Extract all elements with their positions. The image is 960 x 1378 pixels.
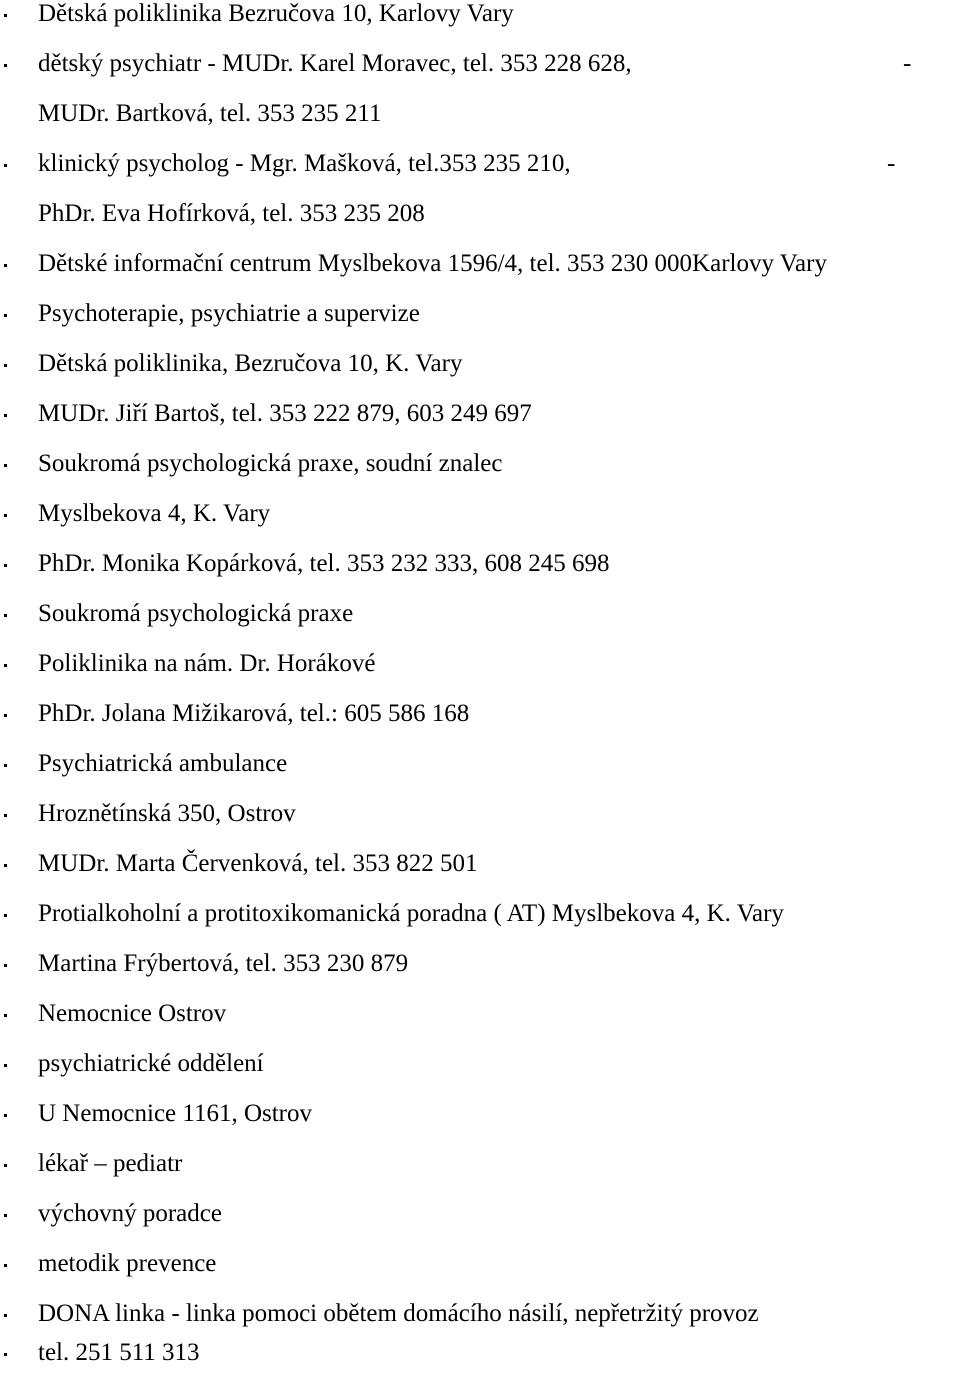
- list-item-text: Dětská poliklinika Bezručova 10, Karlovy Vary: [38, 0, 514, 27]
- list-item: [0, 989, 960, 1039]
- bullet-icon: [4, 239, 24, 289]
- list-item-text: MUDr. Jiří Bartoš, tel. 353 222 879, 603 249 697: [38, 400, 532, 427]
- bullet-icon: [4, 289, 24, 339]
- list-item: [0, 1089, 960, 1139]
- list-item: [0, 389, 960, 439]
- bullet-icon: [4, 339, 24, 389]
- bullet-icon: [4, 539, 24, 589]
- list-item-continuation: [0, 89, 960, 139]
- bullet-icon: [4, 739, 24, 789]
- bullet-icon: [4, 889, 24, 939]
- list-item-trailing-dash: -: [887, 150, 896, 177]
- bullet-icon: [4, 489, 24, 539]
- bullet-icon: [4, 1189, 24, 1239]
- list-item: [0, 1039, 960, 1089]
- list-item: [0, 739, 960, 789]
- bullet-icon: [4, 989, 24, 1039]
- list-item-text: psychiatrické oddělení: [38, 1050, 264, 1077]
- list-item: [0, 539, 960, 589]
- list-item: [0, 339, 960, 389]
- list-item: [0, 39, 960, 89]
- list-item-text: U Nemocnice 1161, Ostrov: [38, 1100, 313, 1127]
- list-item-text: dětský psychiatr - MUDr. Karel Moravec, tel. 353 228 628,: [38, 50, 632, 77]
- bullet-icon: [4, 639, 24, 689]
- list-item: [0, 439, 960, 489]
- bullet-icon: [4, 1328, 24, 1378]
- list-item: [0, 0, 960, 39]
- list-item: [0, 839, 960, 889]
- bullet-icon: [4, 439, 24, 489]
- list-item-text: MUDr. Marta Červenková, tel. 353 822 501: [38, 850, 478, 877]
- list-item: [0, 939, 960, 989]
- list-item-text: lékař – pediatr: [38, 1150, 183, 1177]
- bullet-icon: [4, 39, 24, 89]
- list-item-text: Myslbekova 4, K. Vary: [38, 500, 271, 527]
- list-item-text: Psychiatrická ambulance: [38, 750, 288, 777]
- bullet-icon: [4, 1239, 24, 1289]
- list-item-text: Soukromá psychologická praxe, soudní znalec: [38, 450, 503, 477]
- list-item: [0, 239, 960, 289]
- list-item-text: tel. 251 511 313: [38, 1339, 200, 1366]
- list-item-text: PhDr. Eva Hofírková, tel. 353 235 208: [38, 200, 425, 227]
- bullet-icon: [4, 389, 24, 439]
- list-item-trailing-dash: -: [903, 50, 912, 77]
- bullet-icon: [4, 689, 24, 739]
- list-item-text: Martina Frýbertová, tel. 353 230 879: [38, 950, 409, 977]
- bullet-icon: [4, 1139, 24, 1189]
- list-item: [0, 589, 960, 639]
- list-item-text: PhDr. Monika Kopárková, tel. 353 232 333, 608 245 698: [38, 550, 610, 577]
- bullet-icon: [4, 789, 24, 839]
- list-item: [0, 1189, 960, 1239]
- list-item: [0, 689, 960, 739]
- list-item-text: Dětské informační centrum Myslbekova 1596/4, tel. 353 230 000Karlovy Vary: [38, 250, 827, 277]
- list-item-text: Soukromá psychologická praxe: [38, 600, 354, 627]
- list-item-continuation: [0, 189, 960, 239]
- list-item: [0, 489, 960, 539]
- list-item: [0, 1328, 960, 1378]
- bullet-icon: [4, 1089, 24, 1139]
- list-item-text: MUDr. Bartková, tel. 353 235 211: [38, 100, 382, 127]
- list-item-text: metodik prevence: [38, 1250, 217, 1277]
- list-item-text: Poliklinika na nám. Dr. Horákové: [38, 650, 376, 677]
- list-item-text: klinický psycholog - Mgr. Mašková, tel.353 235 210,: [38, 150, 571, 177]
- bullet-icon: [4, 139, 24, 189]
- bullet-icon: [4, 0, 24, 39]
- bullet-icon: [4, 939, 24, 989]
- bullet-icon: [4, 1039, 24, 1089]
- list-item-text: Psychoterapie, psychiatrie a supervize: [38, 300, 420, 327]
- list-item: [0, 1239, 960, 1289]
- list-item: [0, 889, 960, 939]
- list-item: [0, 789, 960, 839]
- list-item-text: Dětská poliklinika, Bezručova 10, K. Vary: [38, 350, 463, 377]
- list-item: [0, 289, 960, 339]
- list-item-text: PhDr. Jolana Mižikarová, tel.: 605 586 168: [38, 700, 470, 727]
- list-item-text: výchovný poradce: [38, 1200, 222, 1227]
- list-item-text: Protialkoholní a protitoxikomanická poradna ( AT) Myslbekova 4, K. Vary: [38, 900, 784, 927]
- list-item: [0, 639, 960, 689]
- list-item: [0, 139, 960, 189]
- bullet-icon: [4, 589, 24, 639]
- list-item-text: Hroznětínská 350, Ostrov: [38, 800, 296, 827]
- list-item-text: DONA linka - linka pomoci obětem domácího násilí, nepřetržitý provoz: [38, 1300, 759, 1327]
- list-item-text: Nemocnice Ostrov: [38, 1000, 227, 1027]
- list-item: [0, 1139, 960, 1189]
- bullet-icon: [4, 839, 24, 889]
